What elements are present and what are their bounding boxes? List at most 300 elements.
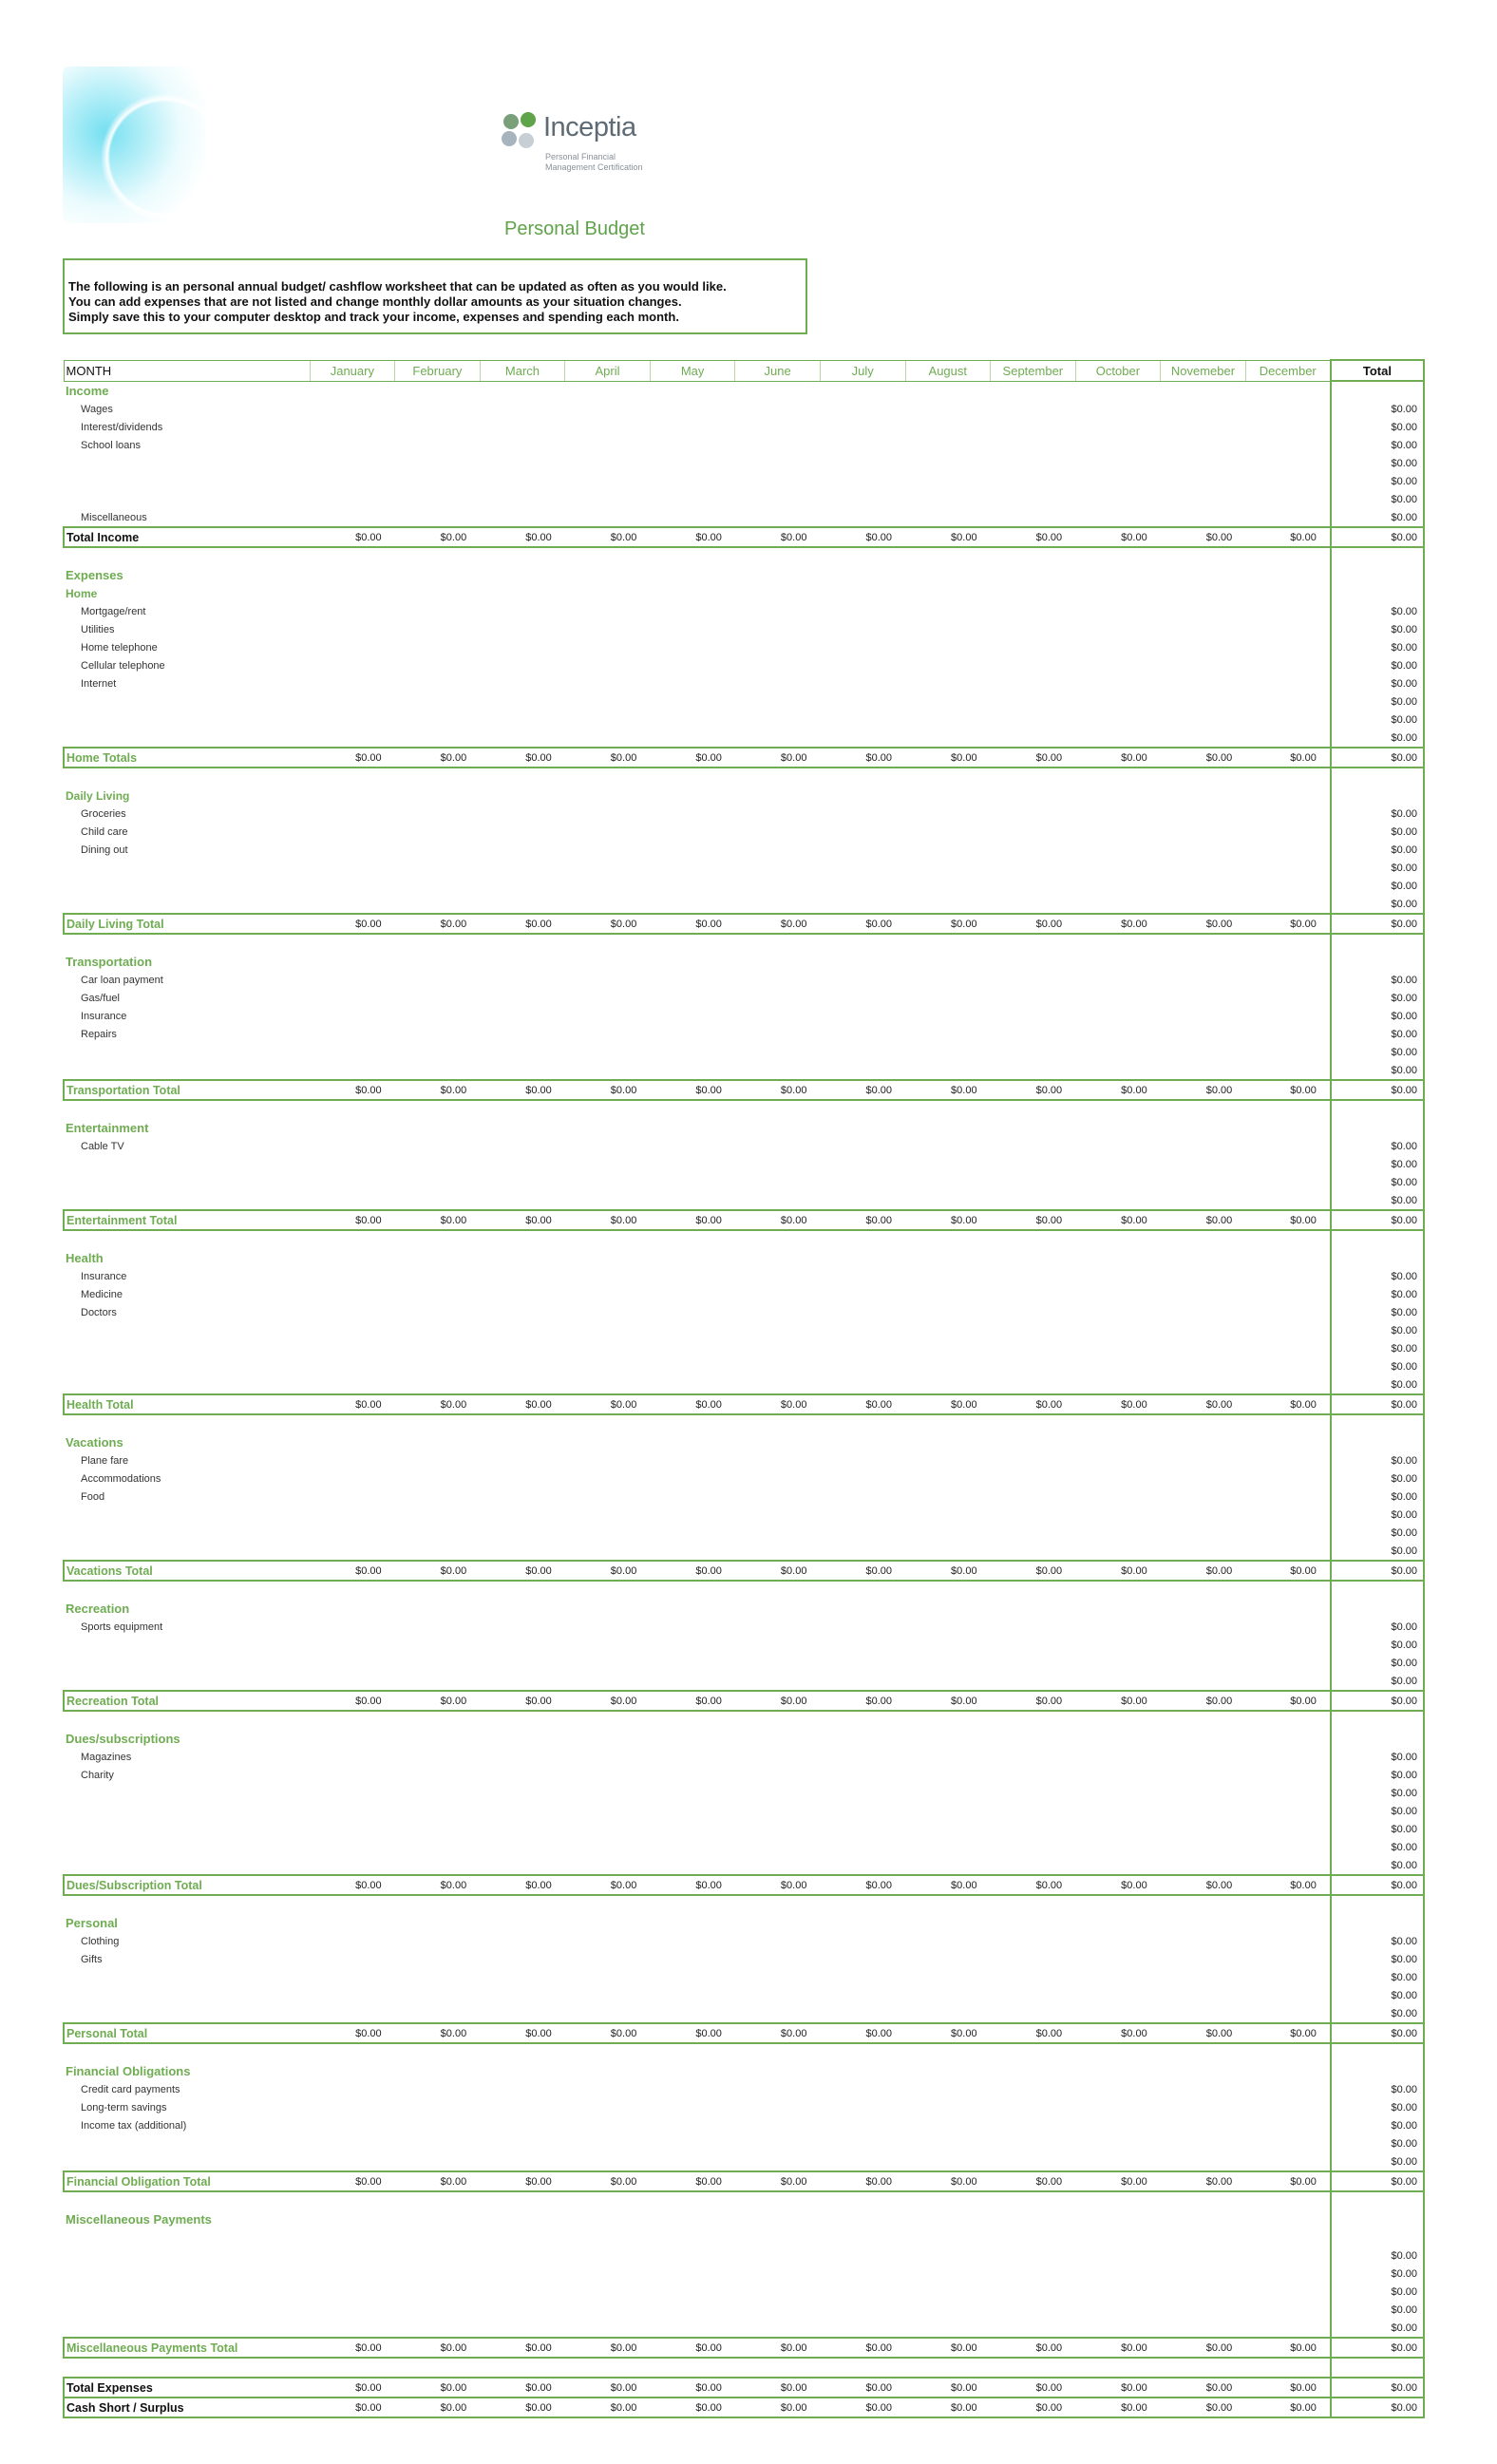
month-cell [565,1414,651,1433]
month-cell [1245,454,1331,472]
month-cell [1245,1061,1331,1080]
month-cell [1075,1932,1161,1950]
month-total-cell: $0.00 [991,1210,1076,1230]
month-cell [395,805,481,823]
month-cell [735,768,821,787]
month-cell [565,1636,651,1654]
spacer-cell [64,1100,310,1119]
month-cell [991,1249,1076,1267]
month-cell [1245,418,1331,436]
month-cell [310,1061,395,1080]
month-total-cell: $0.00 [480,1561,565,1581]
month-cell [735,1469,821,1488]
month-cell [820,1321,905,1339]
month-cell [565,1155,651,1173]
month-header-may: May [650,360,735,381]
month-cell [480,381,565,400]
month-cell [480,2152,565,2171]
month-total-cell: $0.00 [991,2171,1076,2191]
month-cell [1161,729,1246,748]
month-cell [820,566,905,584]
month-total-cell: $0.00 [991,527,1076,547]
month-cell [820,2191,905,2210]
month-cell [1161,1730,1246,1748]
month-cell [650,692,735,711]
month-cell [395,2301,481,2319]
total-label: Health Total [64,1394,310,1414]
month-cell [1161,1914,1246,1932]
month-cell [991,1155,1076,1173]
month-cell [820,2319,905,2338]
month-cell [1075,1375,1161,1394]
month-cell [310,729,395,748]
month-cell [565,1506,651,1524]
month-cell [905,1581,991,1600]
spacer-row [64,2191,1424,2210]
month-cell [991,2265,1076,2283]
month-total-cell: $0.00 [991,2023,1076,2043]
month-cell [650,454,735,472]
month-cell [1245,1488,1331,1506]
month-cell [735,1766,821,1784]
month-cell [735,711,821,729]
month-cell [820,729,905,748]
month-cell [480,1375,565,1394]
month-cell [905,1339,991,1357]
month-cell [650,1600,735,1618]
item-label: Cellular telephone [81,659,165,672]
month-cell [735,584,821,602]
month-cell [310,1968,395,1986]
month-total-cell: $0.00 [991,1080,1076,1100]
row-total-cell [1331,2062,1424,2080]
month-cell [1075,2191,1161,2210]
month-total-cell: $0.00 [1075,527,1161,547]
month-cell [905,2152,991,2171]
month-total-cell: $0.00 [735,2338,821,2358]
month-cell [1245,400,1331,418]
row-total-cell: $0.00 [1331,2098,1424,2116]
month-cell [650,1451,735,1469]
month-cell [735,1784,821,1802]
month-cell [650,823,735,841]
month-cell [310,1986,395,2004]
month-cell [735,787,821,805]
month-cell [905,823,991,841]
month-cell [1245,1672,1331,1691]
month-cell [565,2004,651,2023]
total-row-dues-subscription-total [64,1875,1424,1895]
month-cell [395,381,481,400]
month-cell [1161,1636,1246,1654]
month-cell [1075,1357,1161,1375]
total-row-cash-short-surplus [64,2398,1424,2417]
row-total-cell: $0.00 [1331,1394,1424,1414]
month-cell [735,1820,821,1838]
month-cell [1245,729,1331,748]
month-total-cell: $0.00 [820,1394,905,1414]
row-total-cell: $0.00 [1331,1636,1424,1654]
month-total-cell: $0.00 [820,2023,905,2043]
month-cell [1161,454,1246,472]
month-total-cell: $0.00 [395,2378,481,2398]
month-cell [1245,508,1331,527]
month-cell [1075,1007,1161,1025]
month-cell [480,1267,565,1285]
month-cell [905,547,991,566]
month-cell [1075,2358,1161,2378]
month-cell [735,1600,821,1618]
month-cell [735,2319,821,2338]
month-cell [820,1986,905,2004]
month-cell [480,2134,565,2152]
month-cell [565,381,651,400]
month-cell [820,934,905,953]
month-cell [565,656,651,674]
month-cell [735,1249,821,1267]
month-cell [395,1542,481,1561]
month-cell [650,1433,735,1451]
spacer-cell [64,1711,310,1730]
item-label: Cable TV [81,1140,124,1152]
month-cell [480,490,565,508]
month-cell [565,1339,651,1357]
month-cell [735,805,821,823]
month-cell [991,584,1076,602]
month-cell [735,1061,821,1080]
month-total-cell: $0.00 [650,1080,735,1100]
month-total-cell: $0.00 [1161,748,1246,768]
month-cell [650,2301,735,2319]
section-label: Miscellaneous Payments [66,2212,212,2227]
month-cell [310,381,395,400]
month-header-october: October [1075,360,1161,381]
month-cell [650,674,735,692]
month-cell [480,508,565,527]
month-cell [1075,1119,1161,1137]
month-cell [991,1581,1076,1600]
month-cell [991,454,1076,472]
month-cell [1161,1357,1246,1375]
row-total-cell: $0.00 [1331,823,1424,841]
month-cell [310,1119,395,1137]
month-cell [565,1469,651,1488]
month-cell [395,674,481,692]
month-cell [820,2301,905,2319]
month-cell [310,2210,395,2228]
month-cell [735,1932,821,1950]
month-cell [395,1711,481,1730]
month-cell [1161,436,1246,454]
month-cell [395,2358,481,2378]
month-cell [905,1357,991,1375]
month-cell [480,400,565,418]
month-total-cell: $0.00 [735,527,821,547]
month-cell [1245,1968,1331,1986]
month-cell [565,2301,651,2319]
month-cell [310,2246,395,2265]
item-row [64,1137,1424,1155]
month-cell [480,1914,565,1932]
month-cell [565,1100,651,1119]
month-cell [735,674,821,692]
month-cell [310,638,395,656]
month-cell [905,1820,991,1838]
month-cell [735,729,821,748]
month-cell [310,1043,395,1061]
month-cell [820,1711,905,1730]
month-cell [735,418,821,436]
month-cell [1161,1375,1246,1394]
month-cell [820,2228,905,2246]
month-cell [735,2191,821,2210]
month-cell [650,2319,735,2338]
month-cell [650,1542,735,1561]
month-cell [650,1748,735,1766]
month-cell [735,2116,821,2134]
item-label [64,2246,310,2265]
month-cell [905,1007,991,1025]
month-cell [650,859,735,877]
item-row [64,1303,1424,1321]
spacer-cell [64,1581,310,1600]
month-cell [735,490,821,508]
month-total-cell: $0.00 [650,914,735,934]
month-cell [310,1730,395,1748]
item-label [64,1802,310,1820]
month-cell [735,823,821,841]
item-row [64,1932,1424,1950]
month-cell [820,656,905,674]
month-cell [735,1618,821,1636]
month-cell [820,602,905,620]
month-total-cell: $0.00 [565,2171,651,2191]
spacer-row [64,1414,1424,1433]
month-cell [991,1230,1076,1249]
month-cell [1161,2301,1246,2319]
month-cell [310,418,395,436]
month-cell [991,805,1076,823]
month-cell [395,877,481,895]
item-label [64,2004,310,2023]
row-total-cell: $0.00 [1331,1618,1424,1636]
month-total-cell: $0.00 [1075,1561,1161,1581]
month-cell [991,1636,1076,1654]
month-total-cell: $0.00 [480,1080,565,1100]
month-cell [991,2098,1076,2116]
month-cell [480,1173,565,1191]
month-cell [1245,2134,1331,2152]
month-cell [905,787,991,805]
month-total-cell: $0.00 [905,748,991,768]
month-cell [1245,1524,1331,1542]
month-cell [735,400,821,418]
month-cell [1075,1968,1161,1986]
month-cell [1161,2062,1246,2080]
month-cell [650,1636,735,1654]
month-cell [905,602,991,620]
month-cell [650,1856,735,1875]
month-cell [820,711,905,729]
section-row-expenses [64,566,1424,584]
month-cell [310,2134,395,2152]
month-cell [480,1542,565,1561]
month-cell [1161,1119,1246,1137]
month-cell [991,971,1076,989]
month-cell [820,2152,905,2171]
month-cell [735,2246,821,2265]
month-cell [310,1230,395,1249]
logo-subtitle-line: Management Certification [545,162,643,172]
month-cell [1161,1249,1246,1267]
month-cell [480,1730,565,1748]
month-total-cell: $0.00 [650,527,735,547]
month-cell [395,2098,481,2116]
month-cell [310,620,395,638]
month-cell [1075,1285,1161,1303]
month-cell [1245,1321,1331,1339]
month-total-cell: $0.00 [395,2171,481,2191]
month-total-cell: $0.00 [905,1561,991,1581]
month-cell [1161,1230,1246,1249]
month-cell [1245,1155,1331,1173]
month-cell [1075,454,1161,472]
month-cell [991,2228,1076,2246]
month-cell [565,2098,651,2116]
month-cell [820,1249,905,1267]
month-cell [395,1730,481,1748]
item-row [64,2134,1424,2152]
month-cell [565,1488,651,1506]
month-cell [1075,1748,1161,1766]
item-row [64,620,1424,638]
month-cell [1161,1766,1246,1784]
month-cell [395,768,481,787]
spacer-cell [64,2358,310,2378]
month-cell [480,2319,565,2338]
month-cell [1075,1914,1161,1932]
month-cell [905,1137,991,1155]
total-label: Daily Living Total [64,914,310,934]
month-cell [1245,953,1331,971]
item-row [64,656,1424,674]
month-cell [735,1043,821,1061]
month-cell [310,2062,395,2080]
month-cell [650,971,735,989]
month-cell [1075,2283,1161,2301]
item-row [64,2116,1424,2134]
month-cell [991,2043,1076,2062]
item-row [64,1672,1424,1691]
month-cell [1245,1600,1331,1618]
row-total-cell: $0.00 [1331,400,1424,418]
month-cell [310,436,395,454]
month-cell [1245,2358,1331,2378]
month-cell [395,454,481,472]
month-cell [735,2283,821,2301]
month-cell [650,1784,735,1802]
month-cell [991,877,1076,895]
month-cell [1245,1914,1331,1932]
month-cell [1161,656,1246,674]
month-total-cell: $0.00 [480,1210,565,1230]
month-cell [820,1748,905,1766]
month-cell [1245,436,1331,454]
month-cell [650,2098,735,2116]
month-cell [1075,1524,1161,1542]
month-cell [1075,989,1161,1007]
row-total-cell [1331,787,1424,805]
item-row [64,1451,1424,1469]
month-cell [991,1357,1076,1375]
month-cell [735,1986,821,2004]
month-cell [310,1155,395,1173]
item-label: Income tax (additional) [81,2119,187,2132]
row-total-cell: $0.00 [1331,1542,1424,1561]
month-cell [565,1730,651,1748]
item-row [64,859,1424,877]
month-cell [735,1321,821,1339]
budget-body [64,381,1424,2417]
total-row-financial-obligation-total [64,2171,1424,2191]
month-cell [310,1173,395,1191]
item-row [64,400,1424,418]
month-cell [905,895,991,914]
month-cell [991,508,1076,527]
month-cell [820,1618,905,1636]
month-cell [1161,1600,1246,1618]
item-label: Mortgage/rent [81,605,146,617]
month-cell [310,1654,395,1672]
month-cell [480,418,565,436]
month-cell [650,2116,735,2134]
month-cell [820,805,905,823]
month-cell [1075,656,1161,674]
item-row [64,2246,1424,2265]
month-cell [991,1191,1076,1210]
month-cell [395,1043,481,1061]
month-cell [820,490,905,508]
month-cell [480,1339,565,1357]
month-cell [565,1914,651,1932]
month-cell [905,1061,991,1080]
month-total-cell: $0.00 [1161,1210,1246,1230]
row-total-cell: $0.00 [1331,620,1424,638]
month-header-september: September [991,360,1076,381]
row-total-cell [1331,2043,1424,2062]
month-cell [650,620,735,638]
item-row [64,1025,1424,1043]
month-cell [905,584,991,602]
month-cell [1075,729,1161,748]
month-cell [650,1581,735,1600]
month-cell [1075,1654,1161,1672]
month-cell [310,674,395,692]
month-total-cell: $0.00 [1161,2398,1246,2417]
month-cell [565,859,651,877]
row-total-cell [1331,768,1424,787]
month-cell [565,620,651,638]
month-total-cell: $0.00 [650,2378,735,2398]
item-row [64,638,1424,656]
month-total-cell: $0.00 [1161,1394,1246,1414]
month-cell [991,2062,1076,2080]
month-cell [310,841,395,859]
month-cell [395,566,481,584]
item-label [64,1784,310,1802]
month-cell [905,1488,991,1506]
month-cell [735,472,821,490]
